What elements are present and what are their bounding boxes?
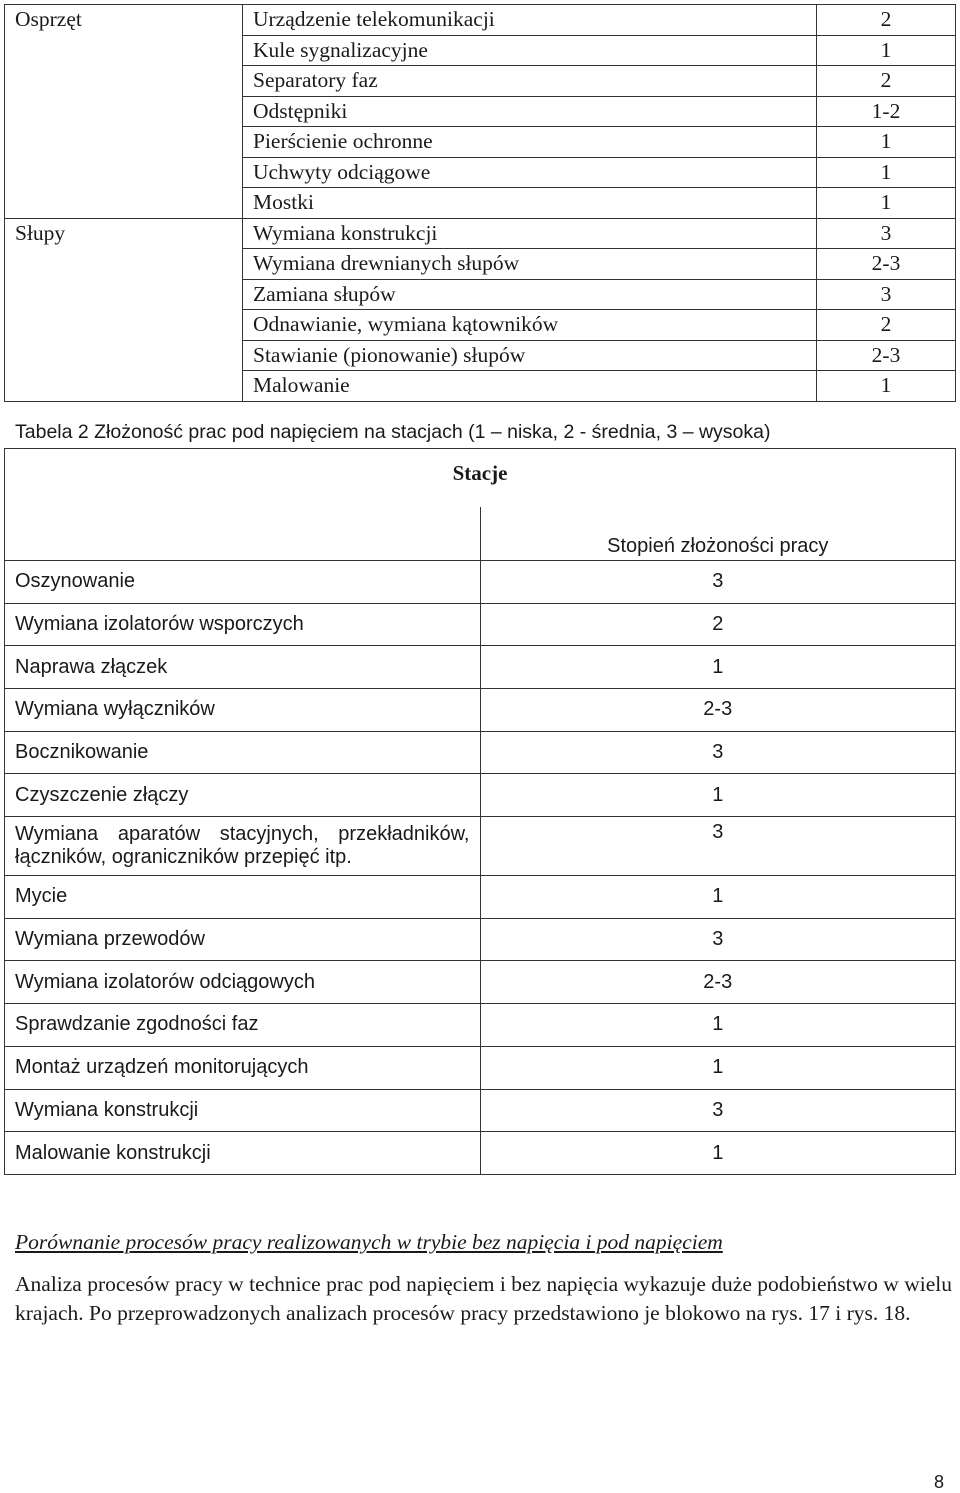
group-cell <box>5 66 243 97</box>
table-row <box>5 188 956 219</box>
table-row <box>5 127 956 158</box>
task-cell: Separatory faz <box>243 66 817 97</box>
table-row <box>5 1089 956 1132</box>
group-cell <box>5 310 243 341</box>
group-cell <box>5 127 243 158</box>
group-cell <box>5 157 243 188</box>
table-row <box>5 66 956 97</box>
group-cell <box>5 249 243 280</box>
group-cell <box>5 96 243 127</box>
table-row <box>5 340 956 371</box>
task-cell: Malowanie <box>243 371 817 402</box>
complexity-cell: 2 <box>817 66 956 97</box>
task-cell: Mostki <box>243 188 817 219</box>
table-row <box>5 961 956 1004</box>
table-row <box>5 817 956 876</box>
task-cell: Pierścienie ochronne <box>243 127 817 158</box>
body-paragraph: Analiza procesów pracy w technice prac pod napięciem i bez napięcia wykazuje duże podobieństwo w wielu krajach. Po przeprowadzonych analizach procesów pracy przedstawiono je blokowo na rys. 17 i rys. 18. <box>15 1272 952 1325</box>
table-row <box>5 603 956 646</box>
complexity-column-header: Stopień złożoności pracy <box>480 507 956 560</box>
table-row <box>5 1004 956 1047</box>
task-cell: Sprawdzanie zgodności faz <box>5 1004 481 1047</box>
task-cell: Zamiana słupów <box>243 279 817 310</box>
complexity-cell: 1 <box>480 774 956 817</box>
table-row <box>5 310 956 341</box>
task-cell: Wymiana konstrukcji <box>243 218 817 249</box>
complexity-cell: 3 <box>480 1089 956 1132</box>
table-row <box>5 35 956 66</box>
table-row <box>5 774 956 817</box>
complexity-cell: 1 <box>817 157 956 188</box>
task-cell: Montaż urządzeń monitorujących <box>5 1046 481 1089</box>
complexity-cell: 1 <box>480 1046 956 1089</box>
task-cell: Malowanie konstrukcji <box>5 1132 481 1175</box>
task-cell: Wymiana izolatorów odciągowych <box>5 961 481 1004</box>
group-cell <box>5 188 243 219</box>
complexity-cell: 1-2 <box>817 96 956 127</box>
table-row <box>5 560 956 603</box>
complexity-cell: 3 <box>480 817 956 876</box>
complexity-cell: 2 <box>817 310 956 341</box>
table-row <box>5 5 956 36</box>
station-work-complexity-table <box>4 448 956 1175</box>
complexity-cell: 3 <box>480 560 956 603</box>
complexity-cell: 3 <box>480 731 956 774</box>
task-cell: Stawianie (pionowanie) słupów <box>243 340 817 371</box>
task-cell: Uchwyty odciągowe <box>243 157 817 188</box>
complexity-cell: 1 <box>817 127 956 158</box>
task-cell: Odstępniki <box>243 96 817 127</box>
task-cell: Wymiana przewodów <box>5 918 481 961</box>
complexity-cell: 1 <box>480 876 956 919</box>
table-row <box>5 157 956 188</box>
table-row <box>5 249 956 280</box>
complexity-cell: 2 <box>817 5 956 36</box>
task-cell: Naprawa złączek <box>5 646 481 689</box>
complexity-cell: 1 <box>817 35 956 66</box>
task-cell: Wymiana drewnianych słupów <box>243 249 817 280</box>
complexity-cell: 3 <box>480 918 956 961</box>
group-cell <box>5 35 243 66</box>
task-cell: Bocznikowanie <box>5 731 481 774</box>
group-cell <box>5 340 243 371</box>
table-row <box>5 688 956 731</box>
complexity-cell: 2 <box>480 603 956 646</box>
complexity-cell: 1 <box>480 646 956 689</box>
table-row <box>5 731 956 774</box>
complexity-cell: 2-3 <box>480 961 956 1004</box>
group-cell <box>5 371 243 402</box>
task-cell: Wymiana wyłączników <box>5 688 481 731</box>
table-row <box>5 1046 956 1089</box>
complexity-cell: 3 <box>817 218 956 249</box>
table-row <box>5 918 956 961</box>
table-row <box>5 218 956 249</box>
complexity-cell: 3 <box>817 279 956 310</box>
table-row <box>5 371 956 402</box>
table-row <box>5 1132 956 1175</box>
task-cell: Urządzenie telekomunikacji <box>243 5 817 36</box>
task-cell: Wymiana konstrukcji <box>5 1089 481 1132</box>
complexity-cell: 1 <box>480 1132 956 1175</box>
table-row <box>5 96 956 127</box>
table-row <box>5 876 956 919</box>
table-2-caption: Tabela 2 Złożoność prac pod napięciem na stacjach (1 – niska, 2 - średnia, 3 – wysoka) <box>15 421 771 443</box>
table-row <box>5 646 956 689</box>
complexity-cell: 1 <box>817 188 956 219</box>
group-cell: Słupy <box>5 218 243 249</box>
task-cell: Mycie <box>5 876 481 919</box>
complexity-cell: 2-3 <box>817 340 956 371</box>
table-row <box>5 279 956 310</box>
section-heading: Porównanie procesów pracy realizowanych w trybie bez napięcia i pod napięciem <box>15 1230 723 1254</box>
task-cell: Oszynowanie <box>5 560 481 603</box>
complexity-cell: 1 <box>817 371 956 402</box>
line-work-complexity-table <box>4 4 956 402</box>
table-2-title: Stacje <box>5 449 956 508</box>
group-cell <box>5 279 243 310</box>
task-cell: Wymiana aparatów stacyjnych, przekładników, łączników, ograniczników przepięć itp. <box>5 817 481 876</box>
table-2-header-blank <box>5 507 481 560</box>
page-number: 8 <box>934 1472 945 1492</box>
complexity-cell: 1 <box>480 1004 956 1047</box>
task-cell: Kule sygnalizacyjne <box>243 35 817 66</box>
task-cell: Odnawianie, wymiana kątowników <box>243 310 817 341</box>
complexity-cell: 2-3 <box>817 249 956 280</box>
group-cell: Osprzęt <box>5 5 243 36</box>
task-cell: Czyszczenie złączy <box>5 774 481 817</box>
task-cell: Wymiana izolatorów wsporczych <box>5 603 481 646</box>
complexity-cell: 2-3 <box>480 688 956 731</box>
